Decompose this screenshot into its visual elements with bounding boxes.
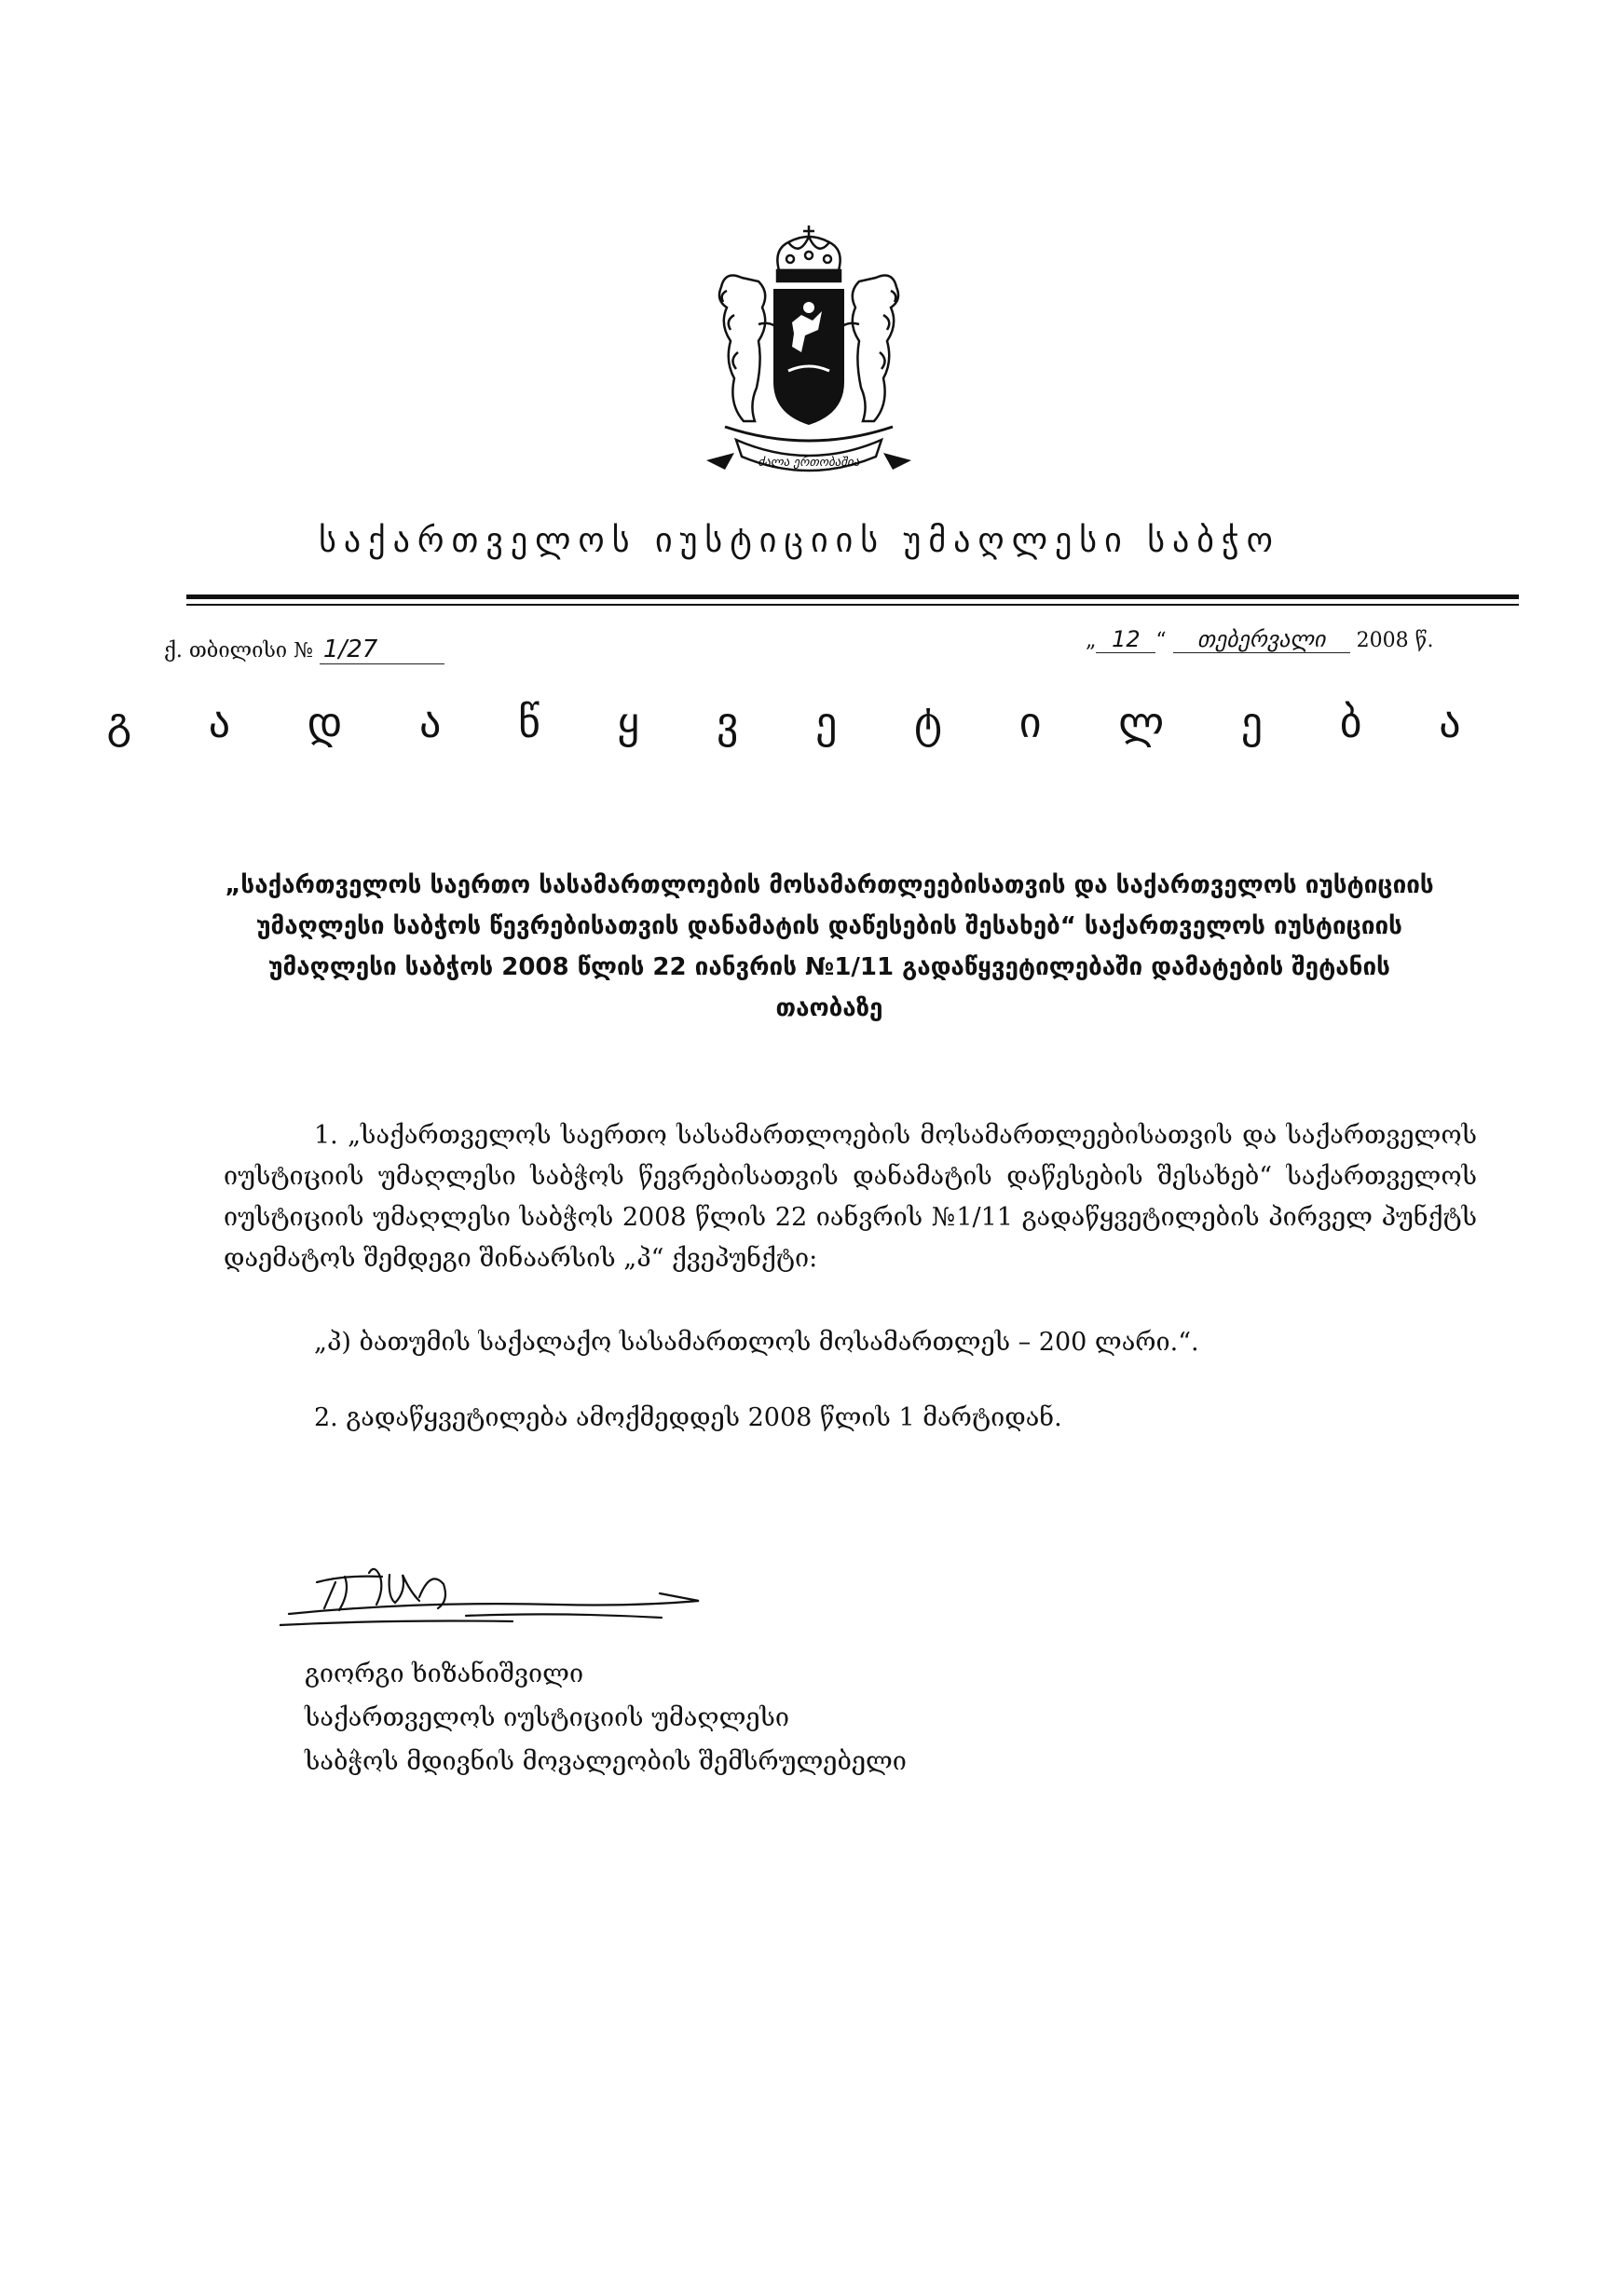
shield-icon [773,289,844,425]
coat-of-arms-emblem [669,222,949,501]
signatory-block [305,1652,907,1784]
document-number: 1/27 [322,636,378,663]
signer-name: გიორგი ხიზანიშვილი [305,1660,584,1688]
document-heading: „საქართველოს საერთო სასამართლოების მოსამართლეებისათვის და საქართველოს იუსტიციის უმაღლესი საბჭოს წევრებისათვის დანამატის დაწესების შესახებ“ საქართველოს იუსტიციის უმაღლესი საბჭოს 2008 წლის 22 იანვრის №1/11 გადაწყვეტილებაში დამატების შეტანის თაობაზე [225,871,1434,1022]
place-and-number [164,636,444,664]
date-day: 12 [1112,626,1141,652]
header-rule-thin [186,604,1519,606]
paragraph-1-quote: „პ) ბათუმის საქალაქო სასამართლოს მოსამართლეს – 200 ლარი.“. [314,1328,1199,1357]
lion-supporter-right-icon [839,276,898,421]
signer-title-line-2: საბჭოს მდივნის მოვალეობის შემსრულებელი [305,1747,907,1776]
signature-icon [280,1536,708,1647]
lion-supporter-left-icon [719,276,779,421]
signer-title-line-1: საქართველოს იუსტიციის უმაღლესი [305,1703,790,1732]
place-label: ქ. თბილისი № [164,639,313,663]
paragraph-2: 2. გადაწყვეტილება ამოქმედდეს 2008 წლის 1 მარტიდან. [314,1403,1062,1432]
date-year: 2008 [1356,629,1409,652]
coat-motto: ძალა ერთობაშია [758,456,860,470]
date-month: თებერვალი [1196,626,1326,652]
organization-title: საქართველოს იუსტიციის უმაღლესი საბჭო [319,522,1280,560]
document-type-title: გ ა დ ა წ ყ ვ ე ტ ი ლ ე ბ ა [106,697,1493,747]
year-suffix: წ. [1414,629,1434,652]
document-date: „ 12 “ თებერვალი 2008 წ. [1086,626,1434,652]
crown-icon [777,226,840,281]
header-rule-thick [186,594,1519,599]
paragraph-1: 1. „საქართველოს საერთო სასამართლოების მოსამართლეებისათვის და საქართველოს იუსტიციის უმაღლესი საბჭოს წევრებისათვის დანამატის დაწესების შესახებ“ საქართველოს იუსტიციის უმაღლესი საბჭოს 2008 წლის 22 იანვრის №1/11 გადაწყვეტილების პირველ პუნქტს დაემატოს შემდეგი შინაარსის „პ“ ქვეპუნქტი: [224,1121,1477,1273]
